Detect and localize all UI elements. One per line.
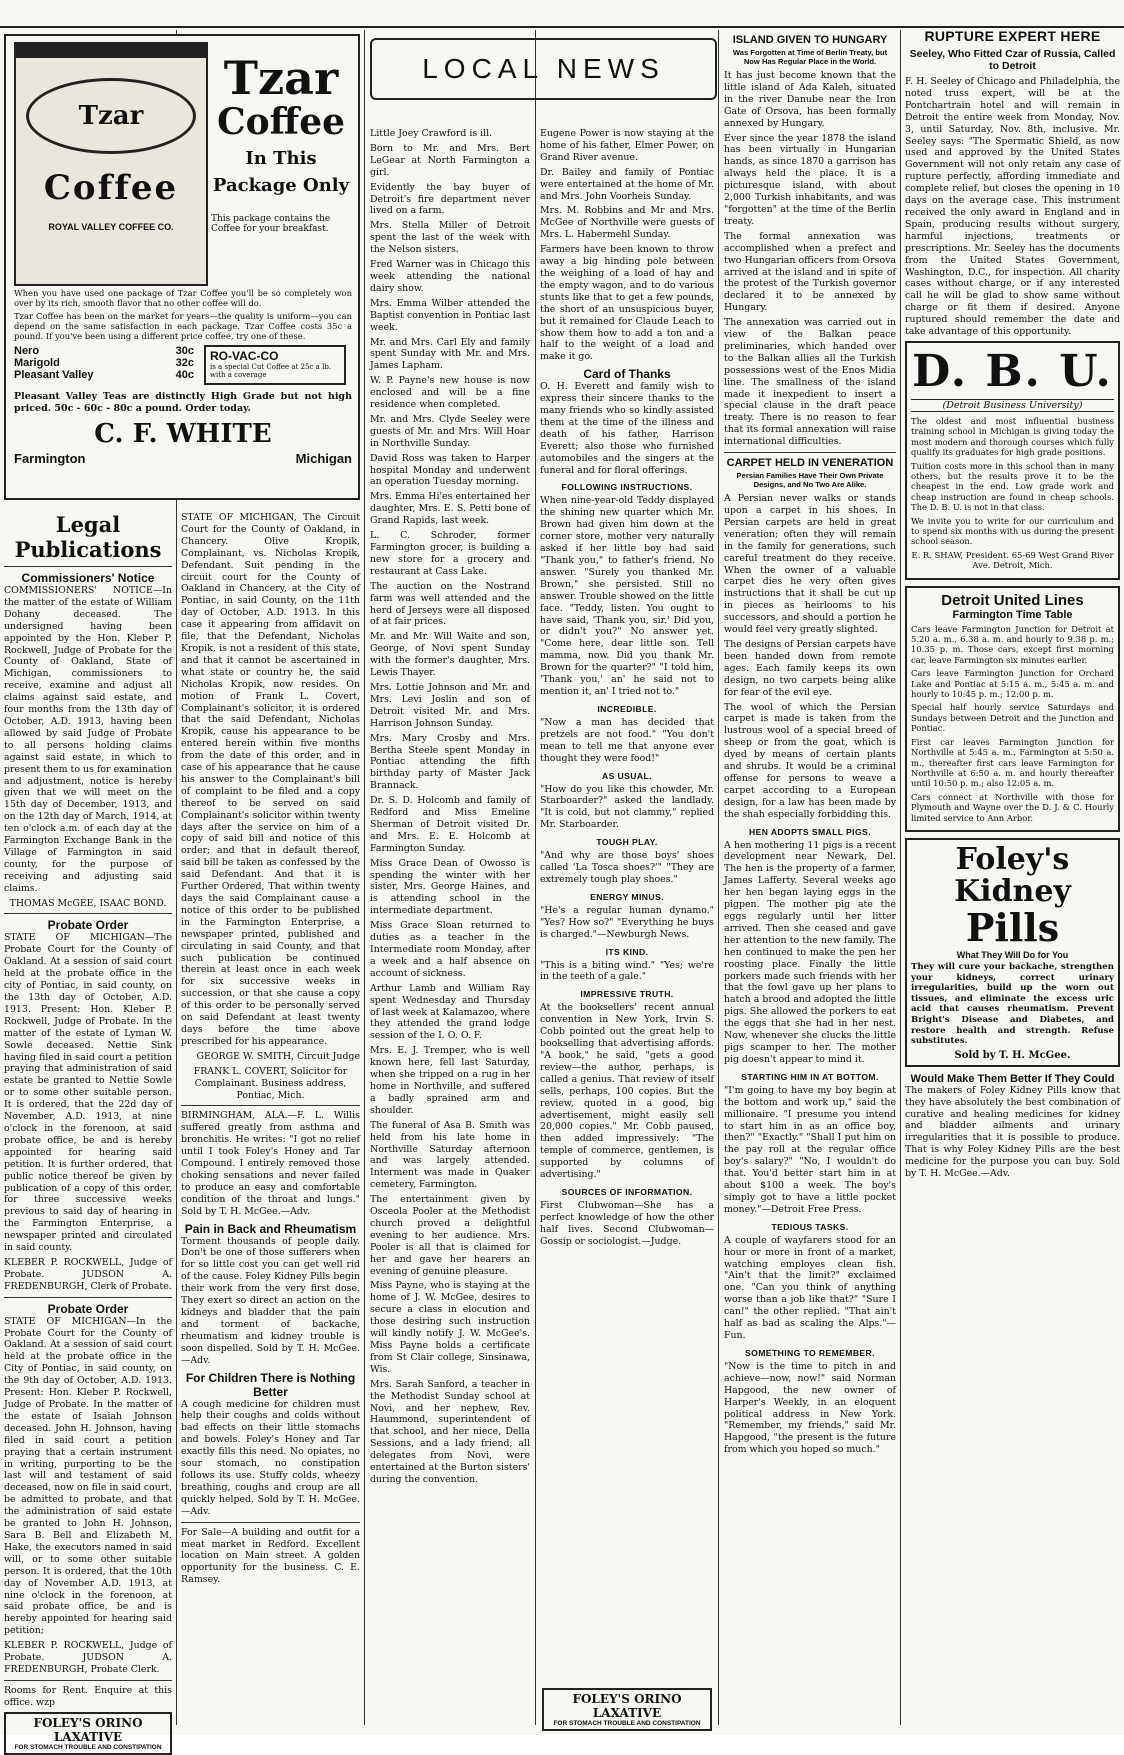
probate1-sign: KLEBER P. ROCKWELL, Judge of Probate. JUDSON A. FREDENBURGH, Clerk of Probate. <box>4 1256 172 1292</box>
joke-text: At the booksellers' recent annual convention in New York, Irvin S. Cobb pointed out the great help to bookselling that advertising affords. "A book," he said, "gets a good review—the author, perhaps, is called a genius. That review of itself sells, perhaps, 100 copies. But the review, quoted in a good, big advertisement, might easily sell 20,000 copies." Mr. Cobb paused, then added impressively: "The temple of commerce, gentlemen, is supported by columns of advertising." <box>540 1002 714 1181</box>
dul-item: Cars leave Farmington Junction for Detroit at 5.20 a. m., 6.38 a. m. and hourly to 9.38 p. m.; 10.35 p. m. Those cars, except first morning car, leave Farmington six minutes earlier. <box>911 623 1114 665</box>
joke-text: "And why are those boys' shoes called 'La Tosca shoes?'" "They are extremely tough play shoes." <box>540 850 714 885</box>
package-brand: Tzar <box>26 78 196 154</box>
chancery-sign: GEORGE W. SMITH, Circuit Judge <box>196 1050 360 1062</box>
price-row: Nero 30c <box>14 345 194 357</box>
rovaco-box: RO-VAC-CO is a special Cut Coffee at 25c a lb. with a coverage <box>204 345 346 385</box>
children-head: For Children There is Nothing Better <box>185 1370 356 1399</box>
merchant-town: Farmington <box>14 450 86 466</box>
local-item: Born to Mr. and Mrs. Bert LeGear at North Farmington a girl. <box>370 142 530 178</box>
dbu-subtitle: (Detroit Business University) <box>911 399 1114 412</box>
column-rule <box>535 30 536 1725</box>
rupture-text: F. H. Seeley of Chicago and Philadelphia, the noted truss expert, will be at the Pontchartrain hotel and will remain in Detroit the entire week from Monday, Nov. 3, until Saturday, Nov. 8th, inclusive. Mr. Seeley says: "The Spermatic Shield, as now used and approved by the United States Government will not only retain any case of rupture perfectly, affording immediate and complete relief, but closes the opening in 10 days on the average case. This instrument received the only award in England and in Spain, producing results without surgery, harmful injections, treatments or prescriptions. Mr. Seeley has the documents from the United States Government, Washington, D.C., for inspection. All charity cases without charge, or if any interested call he will be glad to show same without charge or fit them if desired. Anyone ruptured should remember the date and take advantage of this opportunity. <box>905 76 1120 338</box>
local-item: L. C. Schroder, former Farmington grocer, is building a new store for a grocery and restaurant at Cass Lake. <box>370 530 530 577</box>
local-item: Miss Grace Dean of Owosso is spending the winter with her sister, Mrs. George Haines, and is attending school in the intermediate department. <box>370 857 530 917</box>
rupture-subtitle: Seeley, Who Fitted Czar of Russia, Called to Detroit <box>909 48 1116 72</box>
column-rule <box>900 30 901 1725</box>
local-item: Mrs. Stella Miller of Detroit spent the last of the week with the Nelson sisters. <box>370 220 530 256</box>
local-item: The funeral of Asa B. Smith was held from his late home in Northville Saturday afternoon and was largely attended. Interment was made in Quaker cemetery, Farmington. <box>370 1119 530 1191</box>
local-item: The entertainment given by Osceola Pooler at the Methodist church proved a delightful evening to her audience. Mrs. Pooler is all that is claimed for her and gave her hearers an evening of genuine pleasure. <box>370 1194 530 1277</box>
ad-teas: Pleasant Valley Teas are distinctly High Grade but not high priced. 50c - 60c - 80c a pound. Order today. <box>14 391 352 414</box>
carpet-head: CARPET HELD IN VENERATION <box>726 457 894 470</box>
carpet-subtitle: Persian Families Have Their Own Private Designs, and No Two Are Alike. <box>736 471 884 490</box>
ad-body-1: When you have used one package of Tzar Coffee you'll be so completely won over by its rich, smooth flavor that no other coffee will do. <box>14 288 352 308</box>
local-item: Mrs. E. J. Tremper, who is well known here, fell last Saturday, when she tripped on a rug in her home in Northville, and suffered a badly sprained arm and shoulder. <box>370 1045 530 1116</box>
price-row: Marigold 32c <box>14 357 194 369</box>
foley-text: They will cure your backache, strengthen your kidneys, correct urinary irregularities, build up the worn out tissues, and eliminate the excess uric acid that causes rheumatism. Prevent Bright's Disease and Diabetes, and restore health and strength. Refuse substitutes. <box>911 961 1114 1047</box>
foley-line: Pills <box>965 904 1060 950</box>
foley-sold: Sold by T. H. McGee. <box>954 1049 1071 1061</box>
rupture-title: RUPTURE EXPERT HERE <box>924 28 1101 44</box>
remember-text: "Now is the time to pitch in and achieve—now, now!" said Norman Hapgood, the new owner of Harper's Weekly, in an eloquent political address in New York. "Remember, my friends," said Mr. Hapgood, "the present is the future from which you hoped so much." <box>724 1360 896 1456</box>
island-paragraph: The annexation was carried out in view of the Balkan peace preliminaries, which handed over to the Balkan allies all the Turkish possessions west of the Enos Midia line. The smallness of the island made it inexpedient to insert a special clause in the draft peace treaty. There is no reason to fear that its formal annexation will raise international difficulties. <box>724 317 896 448</box>
dul-item: First car leaves Farmington Junction for Northville at 5:45 a. m., Farmington at 5:50 a. m., thereafter first cars leave Farmington for Northville at 6:50 a. m. and hourly thereafter until 10:50 p. m.; also 12:05 a. m. <box>911 736 1114 789</box>
joke-head: FOLLOWING INSTRUCTIONS. <box>561 482 693 493</box>
package-company: ROYAL VALLEY COFFEE CO. <box>48 222 174 232</box>
joke-head: ITS KIND. <box>605 946 649 957</box>
island-subtitle: Was Forgotten at Time of Berlin Treaty, but Now Has Regular Place in the World. <box>732 48 888 66</box>
joke-text: "He's a regular human dynamo." "Yes? How so?" "Everything he buys is charged."—Newburgh News. <box>540 904 714 940</box>
dbu-sign: E. R. SHAW, President. 65-69 West Grand River Ave. Detroit, Mich. <box>911 549 1114 571</box>
ad-desc: This package contains the Coffee for your breakfast. <box>211 214 331 234</box>
card-of-thanks-text: O. H. Everett and family wish to express their sincere thanks to the many friends who so kindly assisted them at the time of the illness and death of his father, Harrison Everett; also those who furnished automobiles and the singers at the funeral and for floral offerings. <box>540 381 714 476</box>
column-rule <box>364 30 365 1725</box>
local-item: Mrs. Emma Hi'es entertained her daughter, Mrs. E. S. Petti bone of Grand Rapids, last week. <box>370 491 530 527</box>
merchant-state: Michigan <box>295 450 352 466</box>
foley-line: Kidney <box>954 873 1071 909</box>
dul-subtitle: Farmington Time Table <box>952 608 1073 621</box>
remember-head: SOMETHING TO REMEMBER. <box>745 1347 875 1358</box>
hen-text: A hen mothering 11 pigs is a recent development near Newark, Del. The hen is the property of a farmer, James Lafferty. Several weeks ago her hen began laying eggs in the pigpen. The mother pig ate the eggs regularly until her litter arrived. Then she ceased and gave her attention to the new family. The hen continued to make the pen her roosting place. Finally the little porkers made such friends with her that the fowl gave up her plans to hatch a brood and adopted the little pigs. She allowed the porkers to eat the eggs that she had in her nest. Now, whenever she clucks the little pigs scamper to her. The mother pig doesn't appear to mind it. <box>724 839 896 1065</box>
dbu-text: The oldest and most influential business training school in Michigan is giving today the most modern and thorough courses which fully qualify its graduates for high grade positions. <box>911 415 1114 458</box>
for-sale-text: For Sale—A building and outfit for a meat market in Redford. Excellent location on Main street. A golden opportunity for the business. C. E. Ramsey. <box>181 1526 360 1586</box>
local-item: Evidently the bay buyer of Detroit's fire department never lived on a farm. <box>370 181 530 217</box>
island-column <box>724 34 896 1724</box>
joke-text: When nine-year-old Teddy displayed the shining new quarter which Mr. Brown had given him down at the corner store, mother very naturally asked if her little boy had said "Thank you," to father's friend. No answer. "Surely you thanked Mr. Brown," she persisted. Still no answer. Trouble showed on the little face. "Teddy, listen. You ought to have said, 'Thank you, sir.' Did you, or didn't you?" No answer yet. "Come here, dear little son. Tell mamma, now. Did you thank Mr. Brown for the quarter?" "I told him, 'Thank you,' an' he said not to mention it, an' I tried not to." <box>540 495 714 697</box>
joke-text: "How do you like this chowder, Mr. Starboarder?" asked the landlady. "It is cold, but not clammy," replied Mr. Starboarder. <box>540 783 714 831</box>
local-item: Eugene Power is now staying at the home of his father, Elmer Power, on Grand River avenue. <box>540 128 714 163</box>
dul-item: Cars connect at Northville with those for Plymouth and Wayne over the D. J. & C. Hourly limited service to Ann Arbor. <box>911 791 1114 823</box>
tzar-coffee-ad <box>4 34 360 500</box>
foley-line: Foley's <box>955 841 1070 877</box>
dbu-title: D. B. U. <box>912 345 1113 397</box>
commissioners-head: Commissioners' Notice <box>21 571 155 585</box>
local-news-column-2 <box>540 128 714 1728</box>
ad-body-2: Tzar Coffee has been on the market for years—the quality is uniform—you can depend on the same satisfaction in each package. Tzar Coffee costs 35c a pound. If you've been using a different price coffee, try one of these. <box>14 311 352 341</box>
commissioners-text: COMMISSIONERS' NOTICE—In the matter of the estate of William Dohany deceased. The undersigned having been appointed by the Hon. Kleber P. Rockwell, Judge of Probate for the County of Oakland, State of Michigan, commissioners to receive, examine and adjust all claims against said estate, and four months from the 13th day of October, A.D. 1913, having been allowed by said Judge of Probate to all persons holding claims against said estate, in which to present them to us for examination and adjustment, notice is hereby given that we will meet on the 15th day of December, 1913, and on the 12th day of March, 1914, at ten o'clock a.m. of each day at the Farmington Exchange Bank in the Village of Farmington in said county, for the purpose of receiving and adjusting said claims. <box>4 585 172 894</box>
island-title: ISLAND GIVEN TO HUNGARY <box>732 34 888 46</box>
local-news-header: LOCAL NEWS <box>370 38 717 100</box>
joke-text: "This is a biting wind." "Yes; we're in the teeth of a gale." <box>540 959 714 983</box>
dbu-text: Tuition costs more in this school than in many others, but the results prove it to be the cheapest in the end. Low grade work and cheap instruction are found in cheap schools. The D. B. U. is not in that class. <box>911 460 1114 513</box>
probate2-text: STATE OF MICHIGAN—In the Probate Court for the County of Oakland. At a session of said court held at the probate office in the City of Pontiac, in said county, on the 9th day of October, A.D. 1913. Present: Hon. Kleber P. Rockwell, Judge of Probate. In the matter of the estate of Isaiah Johnson deceased. John H. Johnson, having filed in said court a petition praying that a certain instrument in writing, purporting to be the last will and testament of said deceased, now on file in said court, be admitted to probate, and that the administration of said estate be granted to John H. Johnson, Sara B. Bell and Elizabeth M. Hake, the executors named in said will, or to some other suitable person. It is ordered, that the 10th day of November A.D. 1913, at nine o'clock in the forenoon, at said probate office, be and is hereby appointed for hearing said petition; <box>4 1315 172 1637</box>
local-item: Farmers have been known to throw away a big hinding pole between the weighing of a load of hay and the empty wagon, and to do various stunts like that to get a few pounds, the short of an unsuspicious buyer, but it remained for Claude Leach to show them how to add a ton and a half to the weight of a load and make it go. <box>540 244 714 363</box>
local-item: W. P. Payne's new house is now enclosed and will be a fine residence when completed. <box>370 375 530 411</box>
local-item: Miss Payne, who is staying at the home of J. W. McGee, desires to secure a class in elocution and those desiring such instruction will kindly notify J. W. McGee's. Miss Payne holds a certificate from St Clair college, Sinsinawa, Wis. <box>370 1280 530 1375</box>
ad-title-in-this: In This <box>245 148 317 169</box>
would-make-head: Would Make Them Better If They Could <box>910 1072 1115 1085</box>
local-item: Mr. and Mr. Will Waite and son, George, of Novi spent Sunday with the former's daughter, Mrs. Lewis Thayer. <box>370 631 530 679</box>
merchant-name: C. F. WHITE <box>94 418 272 449</box>
dul-title: Detroit United Lines <box>941 591 1084 609</box>
children-text: A cough medicine for children must help their coughs and colds without bad effects on their little stomachs and bowels. Foley's Honey and Tar exactly fills this need. No opiates, no sour stomach, no constipation follows its use. Stuffy colds, wheezy breathing, coughs and croup are all quickly helped. Sold by T. H. McGee.—Adv. <box>181 1398 360 1517</box>
dul-item: Special half hourly service Saturdays and Sundays between Detroit and the Junction and Pontiac. <box>911 702 1114 734</box>
joke-head: TOUGH PLAY. <box>596 837 658 848</box>
local-item: Dr. S. D. Holcomb and family of Redford and Miss Emeline Sherman of Detroit visited Dr. and Mrs. E. E. Holcomb at Farmington Sunday. <box>370 795 530 854</box>
chancery-column <box>181 512 360 1727</box>
right-column <box>905 28 1120 1728</box>
foley-laxative-ad-2: FOLEY'S ORINO LAXATIVE FOR STOMACH TROUBLE AND CONSTIPATION <box>542 1688 712 1731</box>
joke-text: "Now a man has decided that pretzels are not food." "You don't mean to tell me that anyone ever thought they were food!" <box>540 716 714 764</box>
joke-head: ENERGY MINUS. <box>590 891 664 902</box>
would-make-text: The makers of Foley Kidney Pills know that they have absolutely the best combination of curative and healing medicines for kidney and bladder ailments and urinary irregularities that it is possible to produce. That is why Foley Kidney Pills are the best medicine for the purpose you can buy. Sold by T. H. McGee.—Adv. <box>905 1084 1120 1180</box>
foley-tag: What They Will Do for You <box>956 949 1069 960</box>
probate1-head: Probate Order <box>47 918 129 933</box>
dul-item: Cars leave Farmington Junction for Orchard Lake and Pontiac at 5:15 a. m., 5:45 a. m. and hourly to 10:45 p. m.; 12:00 p. m. <box>911 668 1114 700</box>
joke-head: SOURCES OF INFORMATION. <box>561 1186 693 1197</box>
dbu-text: We invite you to write for our curriculum and to spend six months with us during the present school season. <box>911 515 1114 547</box>
foley-laxative-ad: FOLEY'S ORINO LAXATIVE FOR STOMACH TROUBLE AND CONSTIPATION <box>4 1712 172 1755</box>
column-rule <box>718 30 719 1725</box>
local-item: David Ross was taken to Harper hospital Monday and underwent an operation Tuesday morning. <box>370 452 530 488</box>
joke-head: INCREDIBLE. <box>597 703 657 714</box>
local-item: Mr. and Mrs. Carl Ely and family spent Sunday with Mr. and Mrs. James Lapham. <box>370 336 530 372</box>
package-coffee-label: Coffee <box>43 168 179 208</box>
local-item: Mrs. Mary Crosby and Mrs. Bertha Steele spent Monday in Pontiac attending the fifth birthday party of Master Jack Brannack. <box>370 732 530 792</box>
probate2-head: Probate Order <box>47 1301 129 1316</box>
rooms-for-rent: Rooms for Rent. Enquire at this office. wzp <box>4 1684 172 1708</box>
tedious-head: TEDIOUS TASKS. <box>771 1221 849 1232</box>
coffee-package-illustration <box>14 42 208 286</box>
foley-kidney-ad <box>905 838 1120 1067</box>
price-list <box>14 345 194 385</box>
local-item: Fred Warner was in Chicago this week attending the national dairy show. <box>370 259 530 294</box>
rheumatism-text: Torment thousands of people daily. Don't be one of those sufferers when for so little cost you can get well rid of the cause. Foley Kidney Pills begin their work from the very first dose. They exert so direct an action on the kidneys and bladder that the pain and torment of backache, rheumatism and kidney trouble is soon dispelled. Sold by T. H. McGee.—Adv. <box>181 1235 360 1366</box>
price-row: Pleasant Valley 40c <box>14 369 194 381</box>
hen-head: HEN ADOPTS SMALL PIGS. <box>749 826 871 837</box>
chancery-text: STATE OF MICHIGAN, The Circuit Court for the County of Oakland, in Chancery. Olive Kropik, Complainant, vs. Nicholas Kropik, Defendant. Suit pending in the circuit court for the County of Oakland in Chancery, at the City of Pontiac, in said County, on the 11th day of October, A.D. 1913. In this case it appearing from affidavit on file, that the Defendant, Nicholas Kropik, is not a resident of this state, and that it cannot be ascertained in what state or country he, the said Nicholas Kropik, now resides. On motion of Frank L. Covert, Complainant's solicitor, it is ordered that the said Defendant, Nicholas Kropik, cause his appearance to be entered herein within five months from the date of this order, and in case of his appearance that he cause his answer to the Complainant's bill of complaint to be filed and a copy thereof to be served on said Complainant's solicitor within twenty days after the service on him of a copy of said bill and notice of this order; and that in default thereof, said bill be taken as confessed by the said Defendant. And that it is Further Ordered, That within twenty days the said Complainant cause a notice of this order to be published in the Farmington Enterprise, a newspaper printed, published and circulating in said County, and that such publication be continued therein at least once in each week for six successive weeks in succession, or that she cause a copy of this order to be personally served on said Defendant at least twenty days before the time above prescribed for his appearance. <box>181 512 360 1047</box>
chancery-solicitor: FRANK L. COVERT, Solicitor for Complainant. Business address, Pontiac, Mich. <box>193 1065 348 1101</box>
card-of-thanks-head: Card of Thanks <box>583 367 671 382</box>
island-paragraph: The formal annexation was accomplished when a prefect and two Hungarian officers from Orsova arrived at the island and in spite of the protest of the Turkish governor declared it to be annexed by Hungary. <box>724 230 896 314</box>
bottom-text: "I'm going to have my boy begin at the bottom and work up," said the millionaire. "I presume you intend to start him in as an office boy, then?" "Exactly." "Shall I put him on the pay roll at the regular office boy's salary?" "No, I wouldn't do that. You'd better start him in at about $100 a week. The boy's simply got to have a little pocket money."—Detroit Free Press. <box>724 1084 896 1215</box>
joke-head: IMPRESSIVE TRUTH. <box>580 989 674 1000</box>
local-item: Little Joey Crawford is ill. <box>370 128 493 139</box>
rheumatism-head: Pain in Back and Rheumatism <box>184 1221 357 1236</box>
local-item: Mrs. M. Robbins and Mr and Mrs. McGee of Northville were guests of Mrs. L. Habermehl Sunday. <box>540 205 714 241</box>
probate1-text: STATE OF MICHIGAN—The Probate Court for the County of Oakland. At a session of said court held at the probate office in the city of Pontiac, in said county, on the 13th day of October, A.D. 1913. Present: Hon. Kleber P. Rockwell, Judge of Probate. In the matter of the estate of Lyman W. Sowle deceased. Nettie Sink having filed in said court a petition praying that administration of said estate be granted to Nettie Sowle or to some other suitable person. It is ordered, that the 22d day of November, A.D. 1913, at nine o'clock in the forenoon, at said probate office, be and is hereby appointed for hearing said petition. It is further ordered, that public notice thereof be given by publication of a copy of this order, for three successive weeks previous to said day of hearing in the Farmington Enterprise, a newspaper printed and circulated in said county. <box>4 932 172 1254</box>
commissioners-sign: THOMAS McGEE, ISAAC BOND. <box>9 897 167 909</box>
joke-text: First Clubwoman—She has a perfect knowledge of how the other half lives. Second Clubwoman—Gossip or sociologist.—Judge. <box>540 1199 714 1247</box>
local-news-column-1 <box>370 128 530 1728</box>
tedious-text: A couple of wayfarers stood for an hour or more in front of a market, watching employes clean fish. "Ain't that the limit?" exclaimed one. "Can you think of anything worse than a job like that?" "Sure I can!" the other replied. "That ain't half as bad as scaling the Alps."—Fun. <box>724 1234 896 1341</box>
local-item: Mrs. Sarah Sanford, a teacher in the Methodist Sunday school at Novi, and her nephew, Rev. Haummond, superintendent of that school, and her niece, Della Sessions, and a lady friend, all delegates from Novi, were entertained at the Burton sisters' during the convention. <box>370 1378 530 1485</box>
island-paragraph: Ever since the year 1878 the island has been virtually in Hungarian hands, as since 1870 a garrison has always held the place. It is a picturesque island, with about 2,000 Turkish inhabitants, and was "forgotten" at the time of the Berlin treaty. <box>724 132 896 227</box>
dul-timetable <box>905 586 1120 832</box>
birmingham-text: BIRMINGHAM, ALA.—F. L. Willis suffered greatly from asthma and bronchitis. He writes: "I got no relief until I took Foley's Honey and Tar Compound. I entirely removed those choking sensations and never failed to produce an easy and comfortable condition of the throat and lungs." Sold by T. H. McGee.—Adv. <box>181 1110 360 1217</box>
island-paragraph: It has just become known that the little island of Ada Kaleh, situated in the river Danube near the Iron Gate of Orsova, has been formally annexed by Hungary. <box>724 70 896 129</box>
local-item: The auction on the Nostrand farm was well attended and the herd of Jerseys were all disposed of at fair prices. <box>370 580 530 628</box>
probate2-sign: KLEBER P. ROCKWELL, Judge of Probate. JUDSON A. FREDENBURGH, Probate Clerk. <box>4 1640 172 1675</box>
local-item: Miss Grace Sloan returned to duties as a teacher in the Intermediate room Monday, after a week and a half absence on account of sickness. <box>370 920 530 979</box>
ad-title-package-only: Package Only <box>212 175 350 196</box>
local-item: Mrs. Emma Wilber attended the Baptist convention in Pontiac last week. <box>370 297 530 333</box>
bottom-head: STARTING HIM IN AT BOTTOM. <box>741 1071 879 1082</box>
legal-title: Legal Publications <box>14 512 162 562</box>
carpet-paragraph: The designs of Persian carpets have been handed down from remote ages. Each family keeps its own design, no two carpets being alike for fear of the evil eye. <box>724 638 896 698</box>
local-item: Dr. Bailey and family of Pontiac were entertained at the home of Mr. and Mrs. John Voorheis Sunday. <box>540 166 714 202</box>
carpet-paragraph: The wool of which the Persian carpet is made is taken from the lustrous wool of a special breed of sheep or from the goat, which is dyed by means of certain plants and shrubs. It would be a criminal offense for persons to weave a carpet according to a European design, for a law has been made by the shah especially forbidding this. <box>724 701 896 820</box>
carpet-paragraph: A Persian never walks or stands upon a carpet in his shoes. In Persian carpets are held in great veneration; often they will remain in the family for generations, such careful treatment do they receive. When the owner of a valuable carpet dies he very often gives instructions that it shall be cut up in pieces as heirlooms to his successors, and should a portion he would feel very greatly slighted. <box>724 493 896 636</box>
joke-head: AS USUAL. <box>602 770 652 781</box>
local-item: Mrs. Lottie Johnson and Mr. and Mrs. Levi Joslin and son of Detroit visited Mr. and Mrs. Harrison Johnson Sunday. <box>370 681 530 729</box>
local-item: Arthur Lamb and William Ray spent Wednesday and Thursday of last week at Kalamazoo, where they attended the grand lodge session of the I. O. O. F. <box>370 982 530 1042</box>
local-item: Mr. and Mrs. Clyde Seeley were guests of Mr. and Mrs. Will Hoar in Northville Sunday. <box>370 413 530 449</box>
ad-title-tzar: Tzar <box>223 51 339 105</box>
ad-title-coffee: Coffee <box>216 101 346 143</box>
legal-column <box>4 512 172 1751</box>
dbu-ad <box>905 341 1120 580</box>
